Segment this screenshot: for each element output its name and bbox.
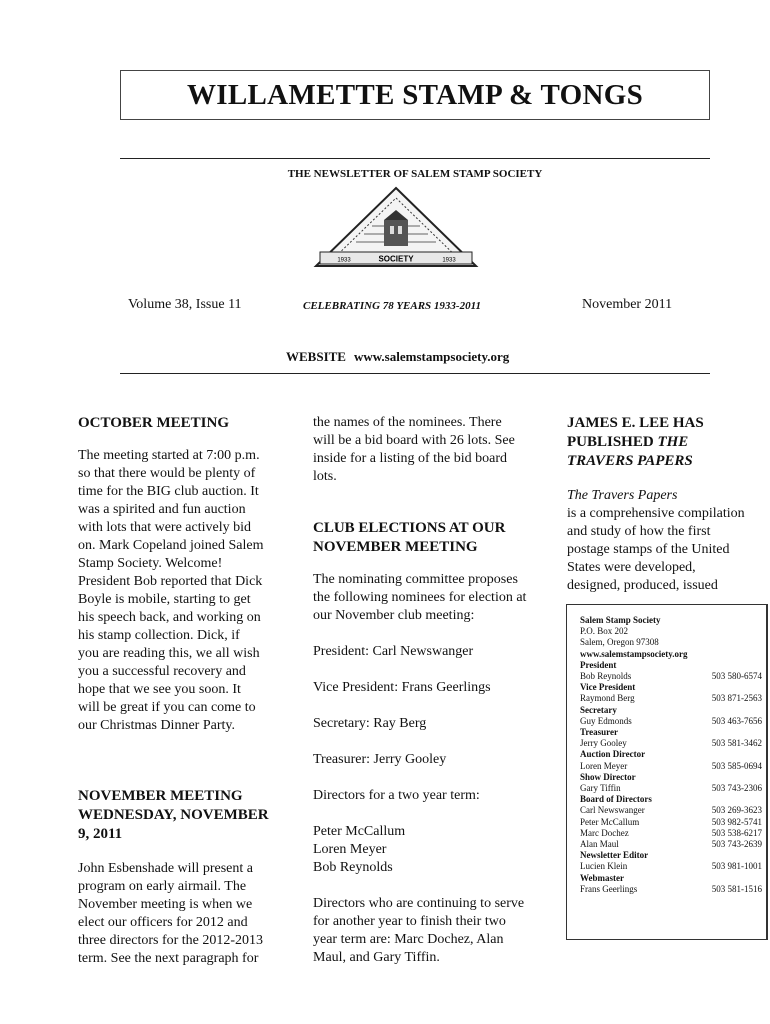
nominee-treasurer: Treasurer: Jerry Gooley <box>313 752 447 767</box>
top-rule <box>120 158 710 159</box>
board-member-name: Alan Maul <box>580 839 619 850</box>
club-elections-heading: CLUB ELECTIONS AT OUR NOVEMBER MEETING <box>313 520 506 555</box>
website-link[interactable]: www.salemstampsociety.org <box>353 349 510 364</box>
officer-row <box>580 761 762 772</box>
editor-row <box>580 861 762 872</box>
role-label: Secretary <box>580 704 617 715</box>
role-label: Auction Director <box>580 749 646 760</box>
editor-label: Newsletter Editor <box>580 850 649 861</box>
webmaster-phone: 503 581-1516 <box>711 883 762 894</box>
officer-phone: 503 581-3462 <box>711 738 762 749</box>
webmaster-label: Webmaster <box>580 872 624 883</box>
nominee-secretary: Secretary: Ray Berg <box>313 716 427 731</box>
column-right <box>567 414 767 595</box>
board-member-phone: 503 982-5741 <box>711 816 762 827</box>
column-middle <box>313 414 553 967</box>
officer-phone: 503 743-2306 <box>711 783 762 794</box>
website-line <box>286 349 509 365</box>
role-label: President <box>580 659 617 670</box>
newsletter-title: WILLAMETTE STAMP & TONGS <box>187 78 643 111</box>
board-row <box>580 828 762 839</box>
contact-po-box: P.O. Box 202 <box>580 626 629 637</box>
board-row <box>580 839 762 850</box>
board-row <box>580 805 762 816</box>
continuing-directors: Directors who are continuing to serve for another year to finish their two year term are: Marc Dochez, Alan Maul, and Gary Tiffin. <box>313 896 525 965</box>
board-member-phone: 503 743-2639 <box>711 839 762 850</box>
director-nominees: Peter McCallum Loren Meyer Bob Reynolds <box>313 824 406 875</box>
contact-city: Salem, Oregon 97308 <box>580 637 659 648</box>
volume-issue: Volume 38, Issue 11 <box>128 297 242 312</box>
officer-name: Bob Reynolds <box>580 671 632 682</box>
board-member-name: Marc Dochez <box>580 827 629 838</box>
society-emblem-logo <box>312 186 480 272</box>
travers-heading-plain: JAMES E. LEE HAS PUBLISHED <box>567 415 704 450</box>
nominee-vice-president: Vice President: Frans Geerlings <box>313 680 491 695</box>
officer-row <box>580 783 762 794</box>
officer-row <box>580 716 762 727</box>
board-member-name: Peter McCallum <box>580 816 640 827</box>
website-label: WEBSITE <box>286 349 346 364</box>
officer-phone: 503 585-0694 <box>711 760 762 771</box>
emblem-society-text: SOCIETY <box>378 254 414 264</box>
nominee-president: President: Carl Newswanger <box>313 644 474 659</box>
masthead-box <box>120 70 710 120</box>
contact-org-name: Salem Stamp Society <box>580 615 661 625</box>
society-contact-box <box>566 604 768 940</box>
role-label: Show Director <box>580 771 636 782</box>
officer-name: Guy Edmonds <box>580 715 632 726</box>
board-member-phone: 503 269-3623 <box>711 805 762 816</box>
newsletter-subtitle: THE NEWSLETTER OF SALEM STAMP SOCIETY <box>287 168 543 180</box>
november-meeting-heading: NOVEMBER MEETING WEDNESDAY, NOVEMBER 9, 2011 <box>78 788 269 842</box>
elections-intro: The nominating committee proposes the following nominees for election at our November club meeting: <box>313 572 527 623</box>
board-member-name: Carl Newswanger <box>580 805 645 816</box>
board-row <box>580 817 762 828</box>
officer-name: Jerry Gooley <box>580 738 627 749</box>
travers-body: is a comprehensive compilation and study of how the first postage stamps of the United States were developed, designed, produced, issued <box>567 506 745 593</box>
travers-papers-heading <box>567 414 767 471</box>
travers-heading-italic: THE TRAVERS PAPERS <box>567 434 693 469</box>
officer-phone: 503 463-7656 <box>711 715 762 726</box>
october-meeting-heading: OCTOBER MEETING <box>78 415 230 431</box>
contact-website[interactable]: www.salemstampsociety.org <box>580 648 688 659</box>
officer-phone: 503 580-6574 <box>711 671 762 682</box>
emblem-year-left: 1933 <box>337 257 351 264</box>
celebrating-years: CELEBRATING 78 YEARS 1933-2011 <box>303 300 481 312</box>
officer-row <box>580 671 762 682</box>
webmaster-name: Frans Geerlings <box>580 883 638 894</box>
board-member-phone: 503 538-6217 <box>711 827 762 838</box>
officer-name: Raymond Berg <box>580 693 635 704</box>
nominees-continuation: the names of the nominees. There will be a bid board with 26 lots. See inside for a listing of the bid board lots. <box>313 415 515 484</box>
board-label: Board of Directors <box>580 794 652 805</box>
emblem-year-right: 1933 <box>442 257 456 264</box>
role-label: Treasurer <box>580 727 618 738</box>
november-meeting-body: John Esbenshade will present a program on early airmail. The November meeting is when we elect our officers for 2012 and three directors for the 2012-2013 term. See the next paragraph for <box>78 861 264 966</box>
webmaster-row <box>580 884 762 895</box>
header-bottom-rule <box>120 373 710 374</box>
issue-date: November 2011 <box>582 297 673 312</box>
officer-row <box>580 693 762 704</box>
officer-row <box>580 738 762 749</box>
officer-phone: 503 871-2563 <box>711 693 762 704</box>
editor-name: Lucien Klein <box>580 861 628 872</box>
book-title: The Travers Papers <box>567 488 678 503</box>
officer-name: Gary Tiffin <box>580 783 621 794</box>
editor-phone: 503 981-1001 <box>711 861 762 872</box>
column-left <box>78 414 293 968</box>
role-label: Vice President <box>580 682 636 693</box>
officer-name: Loren Meyer <box>580 760 628 771</box>
directors-label: Directors for a two year term: <box>313 788 480 803</box>
october-meeting-body: The meeting started at 7:00 p.m. so that there would be plenty of time for the BIG club auction. It was a spirited and fun auction with lots that were actively bid on. Mark Copeland joined Salem Stamp Society. Welcome! President Bob reported that Dick Boyle is mobile, starting to get his speech back, and working on his stamp collection. Dick, if you are reading this, we all wish you a successful recovery and hope that we see you soon. It will be great if you can come to our Christmas Dinner Party. <box>78 448 264 733</box>
